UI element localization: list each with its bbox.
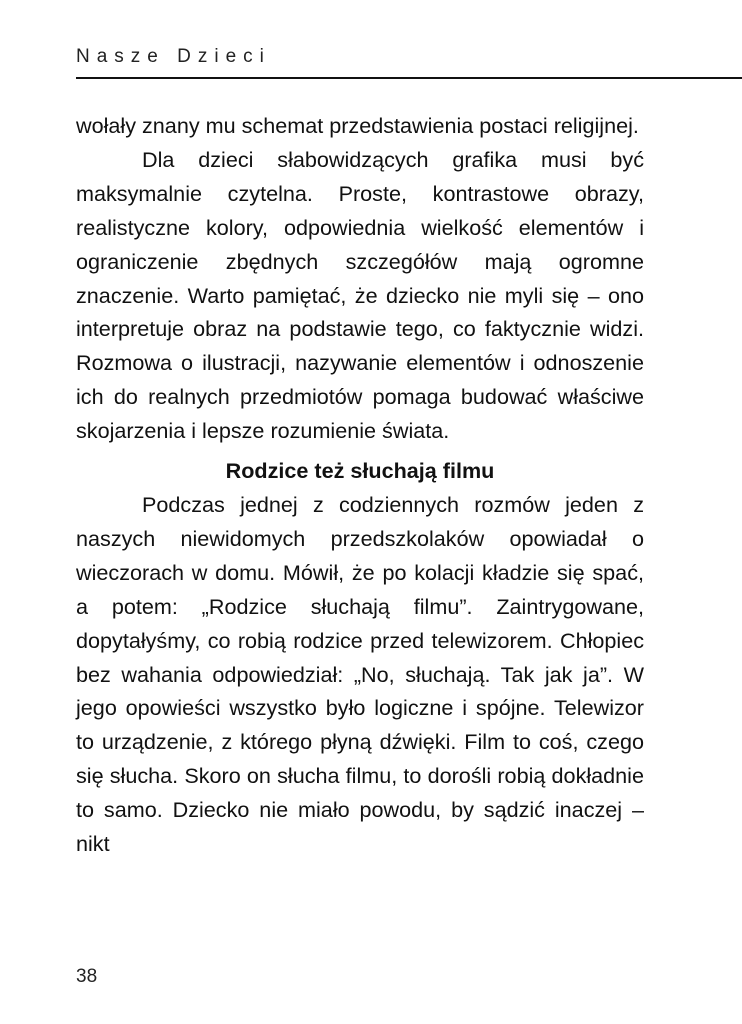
header-rule <box>76 77 742 79</box>
page-number: 38 <box>76 966 98 987</box>
paragraph-low-vision-graphics: Dla dzieci słabowidzących grafika musi być maksymalnie czytelna. Proste, kontrastowe obrazy, realistyczne kolory, odpowiednia wielkość elementów i ograniczenie zbędnych szczegółów mają ogromne znaczenie. Warto pamiętać, że dziecko nie myli się – ono interpretuje obraz na podstawie tego, co faktycznie widzi. Rozmowa o ilustracji, nazywanie elementów i odnoszenie ich do realnych przedmiotów pomaga budować właściwe skojarzenia i lepsze rozumienie świata. <box>76 146 644 444</box>
paragraph-continuation: wołały znany mu schemat przedstawienia postaci religijnej. <box>76 113 639 138</box>
paragraph-parents-listen: Podczas jednej z codziennych rozmów jeden z naszych niewidomych przedszkolaków opowiadał o wieczorach w domu. Mówił, że po kolacji kładzie się spać, a potem: „Rodzice słuchają filmu”. Zaintrygowane, dopytałyśmy, co robią rodzice przed telewizorem. Chłopiec bez wahania odpowiedział: „No, słuchają. Tak jak ja”. W jego opowieści wszystko było logiczne i spójne. Telewizor to urządzenie, z którego płyną dźwięki. Film to coś, czego się słucha. Skoro on słucha filmu, to dorośli robią dokładnie to samo. Dziecko nie miało powodu, by sądzić inaczej – nikt <box>76 491 644 857</box>
page-content <box>76 109 644 861</box>
section-heading: Rodzice też słuchają filmu <box>225 458 495 484</box>
running-header: Nasze Dzieci <box>76 46 271 67</box>
